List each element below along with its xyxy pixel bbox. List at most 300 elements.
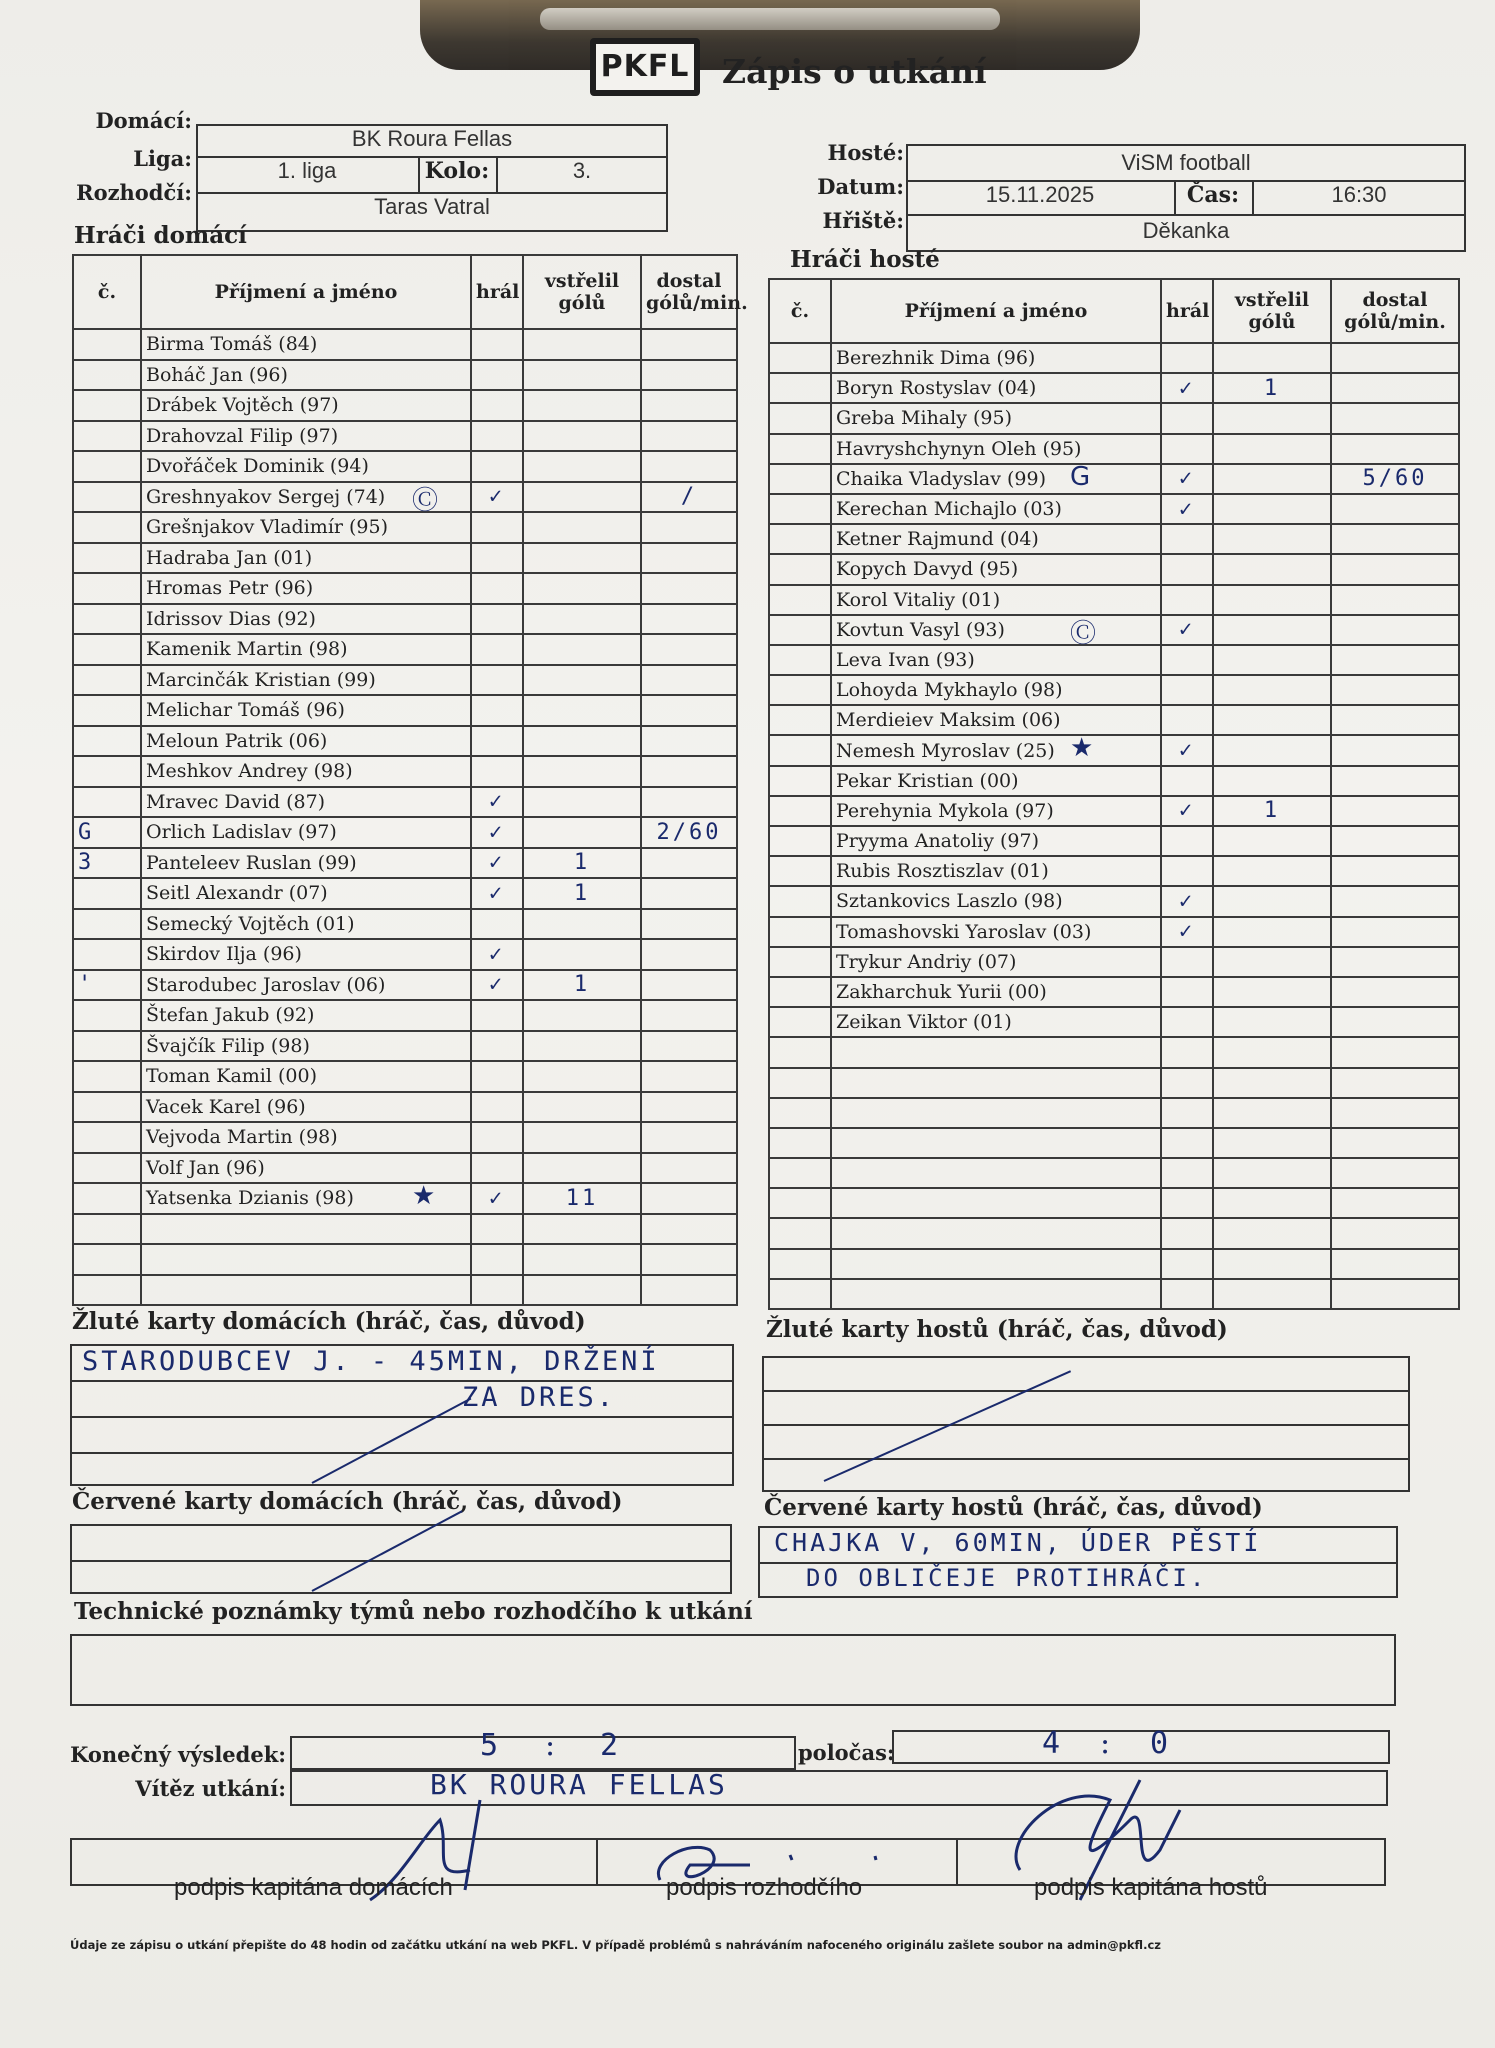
goals-conceded: 2/60 bbox=[641, 817, 737, 848]
goals-scored bbox=[523, 573, 641, 604]
table-row bbox=[73, 909, 737, 940]
goals-conceded bbox=[641, 360, 737, 391]
table-row bbox=[73, 817, 737, 848]
table-row bbox=[73, 695, 737, 726]
played-mark bbox=[471, 695, 523, 726]
played-mark: ✓ bbox=[1161, 615, 1213, 645]
table-row bbox=[769, 1037, 1459, 1067]
table-row bbox=[73, 1000, 737, 1031]
goals-conceded bbox=[641, 756, 737, 787]
table-row bbox=[73, 390, 737, 421]
goals-scored bbox=[1213, 1279, 1331, 1309]
goals-scored bbox=[523, 604, 641, 635]
goals-conceded bbox=[1331, 585, 1459, 615]
goals-conceded bbox=[641, 543, 737, 574]
goals-scored bbox=[1213, 554, 1331, 584]
played-mark bbox=[1161, 1068, 1213, 1098]
played-mark: ✓ bbox=[471, 848, 523, 879]
player-name: Havryshchynyn Oleh (95) bbox=[831, 434, 1161, 464]
col-played-header: hrál bbox=[471, 255, 523, 329]
played-mark bbox=[471, 1000, 523, 1031]
played-mark bbox=[1161, 947, 1213, 977]
table-row bbox=[769, 585, 1459, 615]
player-number bbox=[769, 856, 831, 886]
table-row bbox=[73, 1092, 737, 1123]
player-name bbox=[831, 1249, 1161, 1279]
final-home-score: 5 bbox=[480, 1728, 502, 1763]
goals-conceded bbox=[641, 1183, 737, 1214]
goals-conceded bbox=[641, 421, 737, 452]
player-name: Panteleev Ruslan (99) bbox=[141, 848, 471, 879]
goals-conceded bbox=[641, 665, 737, 696]
player-name: Zeikan Viktor (01) bbox=[831, 1007, 1161, 1037]
played-mark: ✓ bbox=[1161, 917, 1213, 947]
goals-scored bbox=[523, 1061, 641, 1092]
table-row bbox=[769, 947, 1459, 977]
goals-scored bbox=[523, 482, 641, 513]
notes-box bbox=[70, 1634, 1396, 1706]
player-number bbox=[73, 939, 141, 970]
played-mark bbox=[1161, 1007, 1213, 1037]
player-mark-icon: Ⓒ bbox=[412, 485, 439, 516]
goals-conceded bbox=[641, 695, 737, 726]
played-mark bbox=[1161, 645, 1213, 675]
col-name-header: Příjmení a jméno bbox=[141, 255, 471, 329]
table-row bbox=[73, 848, 737, 879]
player-number bbox=[769, 1218, 831, 1248]
goals-scored bbox=[1213, 675, 1331, 705]
goals-scored bbox=[1213, 434, 1331, 464]
player-number bbox=[73, 1092, 141, 1123]
goals-scored bbox=[1213, 1128, 1331, 1158]
player-number bbox=[769, 1249, 831, 1279]
player-name: Rubis Rosztiszlav (01) bbox=[831, 856, 1161, 886]
goals-scored: 1 bbox=[1213, 373, 1331, 403]
player-name bbox=[831, 1158, 1161, 1188]
table-row bbox=[769, 705, 1459, 735]
player-name: Volf Jan (96) bbox=[141, 1153, 471, 1184]
played-mark bbox=[471, 1061, 523, 1092]
goals-scored bbox=[1213, 494, 1331, 524]
goals-scored bbox=[1213, 977, 1331, 1007]
col-scored-header: vstřelil gólů bbox=[523, 255, 641, 329]
goals-scored bbox=[1213, 615, 1331, 645]
played-mark bbox=[1161, 1188, 1213, 1218]
played-mark: ✓ bbox=[471, 787, 523, 818]
league-value: 1. liga bbox=[277, 158, 337, 183]
played-mark: ✓ bbox=[1161, 373, 1213, 403]
played-mark bbox=[471, 329, 523, 360]
played-mark bbox=[1161, 1249, 1213, 1279]
player-name: Vejvoda Martin (98) bbox=[141, 1122, 471, 1153]
goals-scored bbox=[1213, 917, 1331, 947]
table-row bbox=[73, 939, 737, 970]
player-mark-icon: ★ bbox=[412, 1181, 436, 1211]
winner-label: Vítěz utkání: bbox=[135, 1776, 286, 1801]
goals-scored bbox=[523, 360, 641, 391]
table-row bbox=[73, 451, 737, 482]
player-number bbox=[769, 615, 831, 645]
player-name: Kerechan Michajlo (03) bbox=[831, 494, 1161, 524]
player-name: Ketner Rajmund (04) bbox=[831, 524, 1161, 554]
goals-conceded bbox=[1331, 434, 1459, 464]
player-number bbox=[769, 645, 831, 675]
player-name: Kamenik Martin (98) bbox=[141, 634, 471, 665]
player-name bbox=[831, 1037, 1161, 1067]
goals-conceded bbox=[641, 1092, 737, 1123]
away-red-box bbox=[758, 1526, 1398, 1598]
goals-scored bbox=[523, 787, 641, 818]
played-mark bbox=[471, 634, 523, 665]
played-mark bbox=[1161, 403, 1213, 433]
goals-scored bbox=[1213, 645, 1331, 675]
goals-conceded bbox=[641, 1122, 737, 1153]
player-number: ' bbox=[73, 970, 141, 1001]
table-row bbox=[73, 726, 737, 757]
played-mark bbox=[471, 1153, 523, 1184]
played-mark bbox=[471, 1122, 523, 1153]
table-row bbox=[769, 373, 1459, 403]
player-number bbox=[769, 1068, 831, 1098]
played-mark: ✓ bbox=[1161, 796, 1213, 826]
goals-scored bbox=[1213, 1158, 1331, 1188]
home-label: Domácí: bbox=[95, 108, 192, 133]
table-row bbox=[769, 1128, 1459, 1158]
home-captain-signature-label: podpis kapitána domácích bbox=[174, 1874, 453, 1901]
table-row bbox=[73, 482, 737, 513]
col-num-header: č. bbox=[73, 255, 141, 329]
away-red-line1: CHAJKA V, 60MIN, ÚDER PĚSTÍ bbox=[774, 1528, 1262, 1557]
goals-conceded bbox=[1331, 766, 1459, 796]
goals-conceded bbox=[1331, 1158, 1459, 1188]
player-name: Berezhnik Dima (96) bbox=[831, 343, 1161, 373]
player-number bbox=[73, 726, 141, 757]
away-players-title: Hráči hosté bbox=[790, 246, 940, 273]
goals-conceded bbox=[1331, 1128, 1459, 1158]
player-name: Vacek Karel (96) bbox=[141, 1092, 471, 1123]
table-row bbox=[73, 512, 737, 543]
goals-conceded bbox=[1331, 1249, 1459, 1279]
away-yellow-box bbox=[762, 1356, 1410, 1492]
table-row bbox=[769, 554, 1459, 584]
goals-scored: 11 bbox=[523, 1183, 641, 1214]
played-mark bbox=[471, 1214, 523, 1245]
player-name: Starodubec Jaroslav (06) bbox=[141, 970, 471, 1001]
player-number bbox=[73, 512, 141, 543]
table-row bbox=[73, 1275, 737, 1306]
goals-conceded bbox=[641, 390, 737, 421]
goals-scored bbox=[523, 817, 641, 848]
played-mark bbox=[471, 421, 523, 452]
goals-scored: 1 bbox=[523, 970, 641, 1001]
goals-scored bbox=[523, 543, 641, 574]
goals-conceded bbox=[641, 512, 737, 543]
player-number bbox=[769, 826, 831, 856]
played-mark bbox=[1161, 675, 1213, 705]
goals-scored bbox=[523, 939, 641, 970]
goals-conceded bbox=[641, 1031, 737, 1062]
home-yellow-line2: ZA DRES. bbox=[462, 1382, 617, 1413]
goals-scored bbox=[1213, 1218, 1331, 1248]
table-row bbox=[769, 766, 1459, 796]
goals-scored bbox=[1213, 1007, 1331, 1037]
goals-scored bbox=[523, 1000, 641, 1031]
played-mark bbox=[471, 512, 523, 543]
player-name: Dvořáček Dominik (94) bbox=[141, 451, 471, 482]
goals-conceded bbox=[1331, 1007, 1459, 1037]
player-name: Hromas Petr (96) bbox=[141, 573, 471, 604]
player-number bbox=[769, 1279, 831, 1309]
played-mark: ✓ bbox=[471, 817, 523, 848]
goals-scored bbox=[523, 1031, 641, 1062]
table-row bbox=[73, 1061, 737, 1092]
player-number bbox=[769, 1037, 831, 1067]
date-label: Datum: bbox=[817, 174, 904, 199]
goals-conceded: 5/60 bbox=[1331, 464, 1459, 494]
goals-scored: 1 bbox=[1213, 796, 1331, 826]
table-row bbox=[73, 573, 737, 604]
table-row bbox=[769, 886, 1459, 916]
goals-scored bbox=[1213, 947, 1331, 977]
goals-conceded bbox=[1331, 524, 1459, 554]
played-mark bbox=[1161, 343, 1213, 373]
goals-scored: 1 bbox=[523, 878, 641, 909]
player-number bbox=[73, 695, 141, 726]
home-yellow-title: Žluté karty domácích (hráč, čas, důvod) bbox=[72, 1308, 586, 1335]
player-name: Marcinčák Kristian (99) bbox=[141, 665, 471, 696]
player-number bbox=[73, 665, 141, 696]
table-row bbox=[769, 1068, 1459, 1098]
goals-conceded bbox=[1331, 403, 1459, 433]
player-name: Korol Vitaliy (01) bbox=[831, 585, 1161, 615]
player-number bbox=[769, 585, 831, 615]
player-name bbox=[831, 1098, 1161, 1128]
table-row bbox=[73, 1183, 737, 1214]
goals-scored bbox=[523, 1153, 641, 1184]
player-number bbox=[769, 1128, 831, 1158]
table-row bbox=[73, 1031, 737, 1062]
goals-scored bbox=[1213, 826, 1331, 856]
player-number bbox=[73, 329, 141, 360]
home-players-title: Hráči domácí bbox=[74, 222, 247, 249]
goals-scored bbox=[523, 1275, 641, 1306]
player-name: Kopych Davyd (95) bbox=[831, 554, 1161, 584]
player-number bbox=[769, 343, 831, 373]
player-number bbox=[73, 878, 141, 909]
table-row bbox=[769, 856, 1459, 886]
table-row bbox=[769, 645, 1459, 675]
played-mark bbox=[471, 1244, 523, 1275]
player-number bbox=[73, 1061, 141, 1092]
player-number bbox=[73, 787, 141, 818]
goals-conceded bbox=[1331, 373, 1459, 403]
player-name: Leva Ivan (93) bbox=[831, 645, 1161, 675]
goals-conceded bbox=[641, 909, 737, 940]
player-number bbox=[73, 909, 141, 940]
goals-conceded bbox=[641, 634, 737, 665]
played-mark bbox=[1161, 554, 1213, 584]
player-name: Kovtun Vasyl (93) Ⓒ bbox=[831, 615, 1161, 645]
played-mark: ✓ bbox=[1161, 494, 1213, 524]
goals-conceded bbox=[1331, 856, 1459, 886]
player-name: Chaika Vladyslav (99) G bbox=[831, 464, 1161, 494]
table-row bbox=[73, 421, 737, 452]
player-number bbox=[73, 451, 141, 482]
player-name: Skirdov Ilja (96) bbox=[141, 939, 471, 970]
player-name: Mravec David (87) bbox=[141, 787, 471, 818]
goals-conceded bbox=[1331, 1098, 1459, 1128]
goals-scored bbox=[523, 390, 641, 421]
pitch-label: Hřiště: bbox=[822, 208, 904, 233]
goals-scored bbox=[523, 695, 641, 726]
played-mark bbox=[471, 451, 523, 482]
player-name: Idrissov Dias (92) bbox=[141, 604, 471, 635]
player-number bbox=[73, 1244, 141, 1275]
played-mark bbox=[1161, 434, 1213, 464]
goals-conceded bbox=[1331, 796, 1459, 826]
goals-scored bbox=[1213, 1098, 1331, 1128]
player-name: Orlich Ladislav (97) bbox=[141, 817, 471, 848]
away-red-line2: DO OBLIČEJE PROTIHRÁČI. bbox=[806, 1564, 1208, 1592]
winner-value: BK ROURA FELLAS bbox=[430, 1768, 728, 1801]
round-value: 3. bbox=[572, 158, 592, 183]
table-row bbox=[73, 634, 737, 665]
played-mark bbox=[471, 1031, 523, 1062]
goals-conceded bbox=[1331, 826, 1459, 856]
home-red-title: Červené karty domácích (hráč, čas, důvod) bbox=[72, 1488, 623, 1515]
table-row bbox=[73, 665, 737, 696]
goals-conceded bbox=[641, 1153, 737, 1184]
played-mark bbox=[471, 360, 523, 391]
played-mark bbox=[1161, 705, 1213, 735]
league-label: Liga: bbox=[133, 146, 192, 171]
player-name: Meshkov Andrey (98) bbox=[141, 756, 471, 787]
player-number bbox=[73, 1000, 141, 1031]
goals-conceded bbox=[641, 787, 737, 818]
goals-conceded bbox=[1331, 343, 1459, 373]
player-number bbox=[769, 917, 831, 947]
player-name: Drahovzal Filip (97) bbox=[141, 421, 471, 452]
goals-conceded bbox=[641, 939, 737, 970]
played-mark bbox=[471, 573, 523, 604]
table-row bbox=[769, 403, 1459, 433]
player-number bbox=[769, 494, 831, 524]
player-name: Pekar Kristian (00) bbox=[831, 766, 1161, 796]
player-number bbox=[73, 360, 141, 391]
player-number bbox=[769, 1188, 831, 1218]
home-red-box bbox=[70, 1524, 732, 1594]
played-mark bbox=[1161, 524, 1213, 554]
goals-conceded bbox=[641, 1214, 737, 1245]
goals-scored bbox=[1213, 1188, 1331, 1218]
table-row bbox=[769, 1098, 1459, 1128]
player-number bbox=[769, 705, 831, 735]
table-row bbox=[769, 615, 1459, 645]
goals-scored bbox=[523, 1092, 641, 1123]
player-number bbox=[73, 1183, 141, 1214]
goals-conceded bbox=[641, 848, 737, 879]
table-row bbox=[769, 1218, 1459, 1248]
away-yellow-title: Žluté karty hostů (hráč, čas, důvod) bbox=[766, 1316, 1228, 1343]
goals-scored: 1 bbox=[523, 848, 641, 879]
goals-scored bbox=[1213, 766, 1331, 796]
table-row bbox=[769, 1007, 1459, 1037]
goals-scored bbox=[523, 421, 641, 452]
played-mark bbox=[1161, 826, 1213, 856]
player-number bbox=[73, 482, 141, 513]
goals-conceded bbox=[641, 1000, 737, 1031]
played-mark bbox=[1161, 977, 1213, 1007]
table-row bbox=[769, 524, 1459, 554]
table-row bbox=[769, 1188, 1459, 1218]
goals-conceded bbox=[1331, 977, 1459, 1007]
player-name: Boryn Rostyslav (04) bbox=[831, 373, 1161, 403]
home-yellow-line1: STARODUBCEV J. - 45MIN, DRŽENÍ bbox=[82, 1346, 660, 1377]
goals-scored bbox=[1213, 343, 1331, 373]
player-name: Grešnjakov Vladimír (95) bbox=[141, 512, 471, 543]
date-value: 15.11.2025 bbox=[985, 182, 1095, 207]
player-name: Pryyma Anatoliy (97) bbox=[831, 826, 1161, 856]
away-label: Hosté: bbox=[827, 140, 904, 165]
col-num-header: č. bbox=[769, 279, 831, 343]
goals-conceded bbox=[1331, 494, 1459, 524]
played-mark bbox=[1161, 1218, 1213, 1248]
table-row bbox=[73, 1214, 737, 1245]
goals-scored bbox=[1213, 1249, 1331, 1279]
half-label: poločas: bbox=[798, 1740, 895, 1765]
played-mark: ✓ bbox=[471, 939, 523, 970]
goals-scored bbox=[1213, 524, 1331, 554]
table-row bbox=[73, 970, 737, 1001]
pitch-value: Děkanka bbox=[1142, 218, 1230, 243]
player-number bbox=[73, 1122, 141, 1153]
player-mark-icon: Ⓒ bbox=[1070, 618, 1097, 649]
round-label: Kolo: bbox=[424, 158, 490, 184]
player-number bbox=[769, 1007, 831, 1037]
table-row bbox=[73, 756, 737, 787]
player-number bbox=[769, 464, 831, 494]
played-mark: ✓ bbox=[1161, 886, 1213, 916]
player-name: Hadraba Jan (01) bbox=[141, 543, 471, 574]
goals-conceded bbox=[641, 970, 737, 1001]
player-name bbox=[831, 1279, 1161, 1309]
player-mark-icon: ★ bbox=[1070, 733, 1094, 764]
played-mark bbox=[471, 1092, 523, 1123]
player-name bbox=[141, 1244, 471, 1275]
goals-conceded bbox=[641, 451, 737, 482]
half-away-score: 0 bbox=[1150, 1726, 1172, 1761]
col-conceded-header: dostal gólů/min. bbox=[641, 255, 737, 329]
goals-conceded bbox=[641, 878, 737, 909]
goals-scored bbox=[1213, 1037, 1331, 1067]
player-name: Greshnyakov Sergej (74) Ⓒ bbox=[141, 482, 471, 513]
goals-scored bbox=[523, 451, 641, 482]
player-number: G bbox=[73, 817, 141, 848]
player-name: Yatsenka Dzianis (98) ★ bbox=[141, 1183, 471, 1214]
goals-conceded bbox=[1331, 554, 1459, 584]
goals-conceded bbox=[641, 726, 737, 757]
player-number bbox=[73, 421, 141, 452]
goals-conceded bbox=[641, 329, 737, 360]
goals-conceded bbox=[1331, 615, 1459, 645]
pkfl-logo: PKFL bbox=[590, 38, 700, 96]
played-mark bbox=[471, 756, 523, 787]
goals-conceded bbox=[641, 1244, 737, 1275]
table-row bbox=[769, 464, 1459, 494]
player-name: Seitl Alexandr (07) bbox=[141, 878, 471, 909]
player-name bbox=[141, 1214, 471, 1245]
goals-scored bbox=[1213, 886, 1331, 916]
